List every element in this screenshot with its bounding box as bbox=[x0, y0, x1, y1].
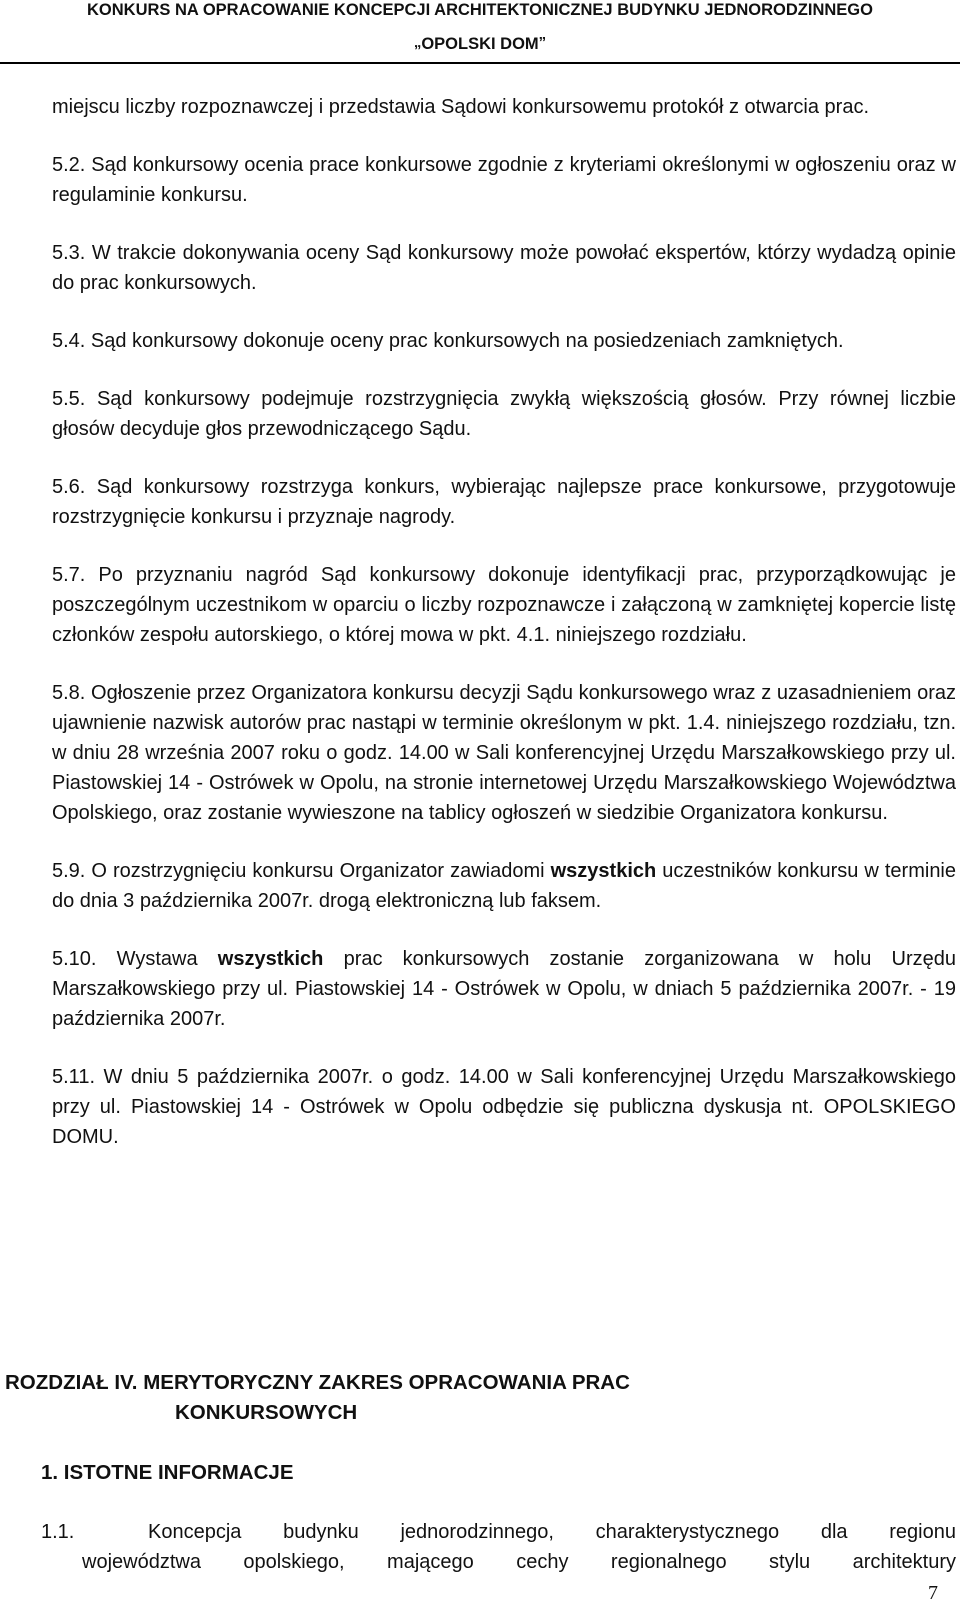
p59-text-a: 5.9. O rozstrzygnięciu konkursu Organizator zawiadomi bbox=[52, 860, 551, 882]
paragraph-5-4: 5.4. Sąd konkursowy dokonuje oceny prac konkursowych na posiedzeniach zamkniętych. bbox=[52, 330, 844, 352]
document-body bbox=[52, 92, 956, 1152]
p510-text-a: 5.10. Wystawa bbox=[52, 948, 218, 970]
paragraph-5-3: 5.3. W trakcie dokonywania oceny Sąd konkursowy może powołać ekspertów, którzy wydadzą opinie do prac konkursowych. bbox=[52, 242, 956, 294]
header-subtitle bbox=[0, 33, 960, 54]
paragraph-5-11: 5.11. W dniu 5 października 2007r. o godz. 14.00 w Sali konferencyjnej Urzędu Marszałkowskiego przy ul. Piastowskiej 14 - Ostrówek w Opolu odbędzie się publiczna dyskusja nt. OPOLSKIEGO DOMU. bbox=[52, 1066, 956, 1148]
subsection-number: 1.1. bbox=[41, 1521, 75, 1543]
paragraph-5-7: 5.7. Po przyznaniu nagród Sąd konkursowy dokonuje identyfikacji prac, przyporządkowując je poszczególnym uczestnikom w oparciu o liczby rozpoznawcze i załączoną w zamkniętej kopercie listę członków zespołu autorskiego, o której mowa w pkt. 4.1. niniejszego rozdziału. bbox=[52, 564, 956, 646]
page-number: 7 bbox=[928, 1582, 938, 1604]
section-heading: 1. ISTOTNE INFORMACJE bbox=[41, 1461, 294, 1484]
p510-text-c: prac konkursowych zostanie zorganizowana w holu Urzędu Marszałkowskiego przy ul. Piastowskiej 14 - Ostrówek w Opolu, w dniach 5 października 2007r. - 19 października 2007r. bbox=[52, 948, 956, 1030]
subsection-line2: województwa opolskiego, mającego cechy regionalnego stylu architektury bbox=[82, 1551, 956, 1573]
page-header bbox=[0, 0, 960, 64]
chapter-heading bbox=[5, 1368, 905, 1428]
paragraph-5-10 bbox=[52, 944, 956, 1034]
chapter-heading-line2: KONKURSOWYCH bbox=[175, 1401, 358, 1424]
header-subtitle-text: OPOLSKI DOM bbox=[421, 35, 539, 53]
header-title: KONKURS NA OPRACOWANIE KONCEPCJI ARCHITEKTONICZNEJ BUDYNKU JEDNORODZINNEGO bbox=[87, 1, 873, 19]
paragraph-5-9 bbox=[52, 856, 956, 916]
subsection-line1: Koncepcja budynku jednorodzinnego, charakterystycznego dla regionu bbox=[148, 1521, 956, 1543]
chapter-heading-line1: ROZDZIAŁ IV. MERYTORYCZNY ZAKRES OPRACOWANIA PRAC bbox=[5, 1371, 630, 1394]
p59-emphasis: wszystkich bbox=[550, 860, 657, 882]
paragraph-5-6: 5.6. Sąd konkursowy rozstrzyga konkurs, wybierając najlepsze prace konkursowe, przygotowuje rozstrzygnięcie konkursu i przyznaje nagrody. bbox=[52, 476, 956, 528]
paragraph-continuation: miejscu liczby rozpoznawczej i przedstawia Sądowi konkursowemu protokół z otwarcia prac. bbox=[52, 96, 870, 118]
paragraph-5-2: 5.2. Sąd konkursowy ocenia prace konkursowe zgodnie z kryteriami określonymi w ogłoszeniu oraz w regulaminie konkursu. bbox=[52, 154, 956, 206]
paragraph-5-5: 5.5. Sąd konkursowy podejmuje rozstrzygnięcia zwykłą większością głosów. Przy równej liczbie głosów decyduje głos przewodniczącego Sądu. bbox=[52, 388, 956, 440]
close-quote: ” bbox=[538, 34, 547, 51]
open-quote: „ bbox=[413, 34, 422, 51]
p59-text-c: uczestników konkursu w terminie do dnia 3 października 2007r. drogą elektroniczną lub faksem. bbox=[52, 860, 957, 912]
paragraph-5-8: 5.8. Ogłoszenie przez Organizatora konkursu decyzji Sądu konkursowego wraz z uzasadnieniem oraz ujawnienie nazwisk autorów prac nastąpi w terminie określonym w pkt. 1.4. niniejszego rozdziału, tzn. w dniu 28 września 2007 roku o godz. 14.00 w Sali konferencyjnej Urzędu Marszałkowskiego przy ul. Piastowskiej 14 - Ostrówek w Opolu, na stronie internetowej Urzędu Marszałkowskiego Województwa Opolskiego, oraz zostanie wywieszone na tablicy ogłoszeń w siedzibie Organizatora konkursu. bbox=[52, 682, 956, 824]
p510-emphasis: wszystkich bbox=[217, 948, 324, 970]
subsection-1-1 bbox=[41, 1517, 956, 1577]
